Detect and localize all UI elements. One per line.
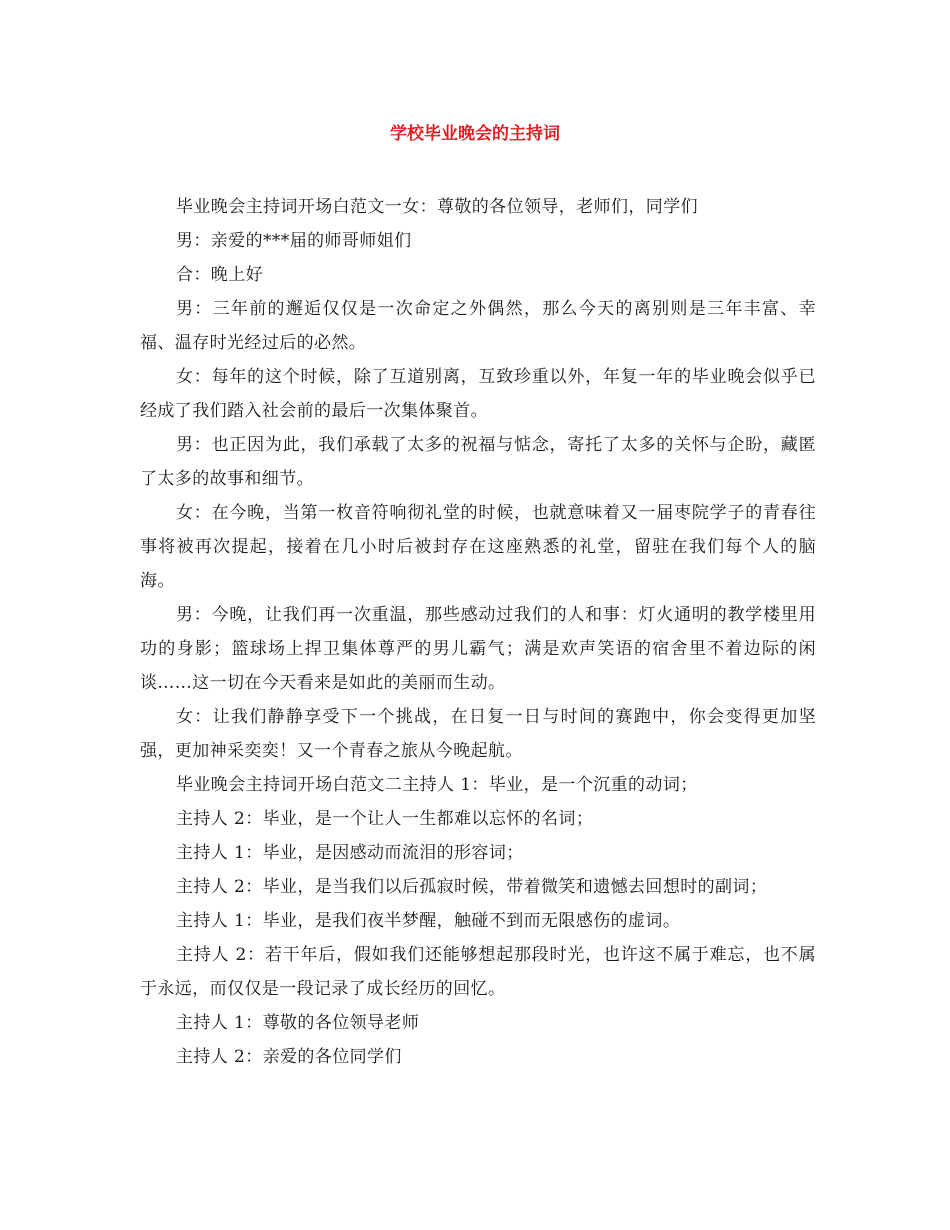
paragraph-15: 主持人 2：若干年后，假如我们还能够想起那段时光，也许这不属于难忘，也不属于永远，而仅仅是一段记录了成长经历的回忆。 (140, 945, 816, 999)
document-body (140, 190, 816, 1074)
paragraph-3: 合：晚上好 (176, 265, 263, 285)
paragraph-6: 男：也正因为此，我们承载了太多的祝福与惦念，寄托了太多的关怀与企盼，藏匿了太多的故事和细节。 (140, 435, 816, 489)
paragraph-1: 毕业晚会主持词开场白范文一女：尊敬的各位领导，老师们，同学们 (176, 197, 698, 217)
paragraph-16: 主持人 1：尊敬的各位领导老师 (176, 1013, 420, 1033)
document-title: 学校毕业晚会的主持词 (390, 124, 560, 144)
paragraph-12: 主持人 1：毕业，是因感动而流泪的形容词； (176, 843, 524, 863)
paragraph-4: 男：三年前的邂逅仅仅是一次命定之外偶然，那么今天的离别则是三年丰富、幸福、温存时光经过后的必然。 (140, 299, 816, 353)
paragraph-5: 女：每年的这个时候，除了互道别离，互致珍重以外，年复一年的毕业晚会似乎已经成了我们踏入社会前的最后一次集体聚首。 (140, 367, 816, 421)
paragraph-17: 主持人 2：亲爱的各位同学们 (176, 1047, 402, 1067)
paragraph-14: 主持人 1：毕业，是我们夜半梦醒，触碰不到而无限感伤的虚词。 (176, 911, 681, 931)
paragraph-8: 男：今晚，让我们再一次重温，那些感动过我们的人和事：灯火通明的教学楼里用功的身影；篮球场上捍卫集体尊严的男儿霸气；满是欢声笑语的宿舍里不着边际的闲谈……这一切在今天看来是如此的美丽而生动。 (140, 605, 816, 693)
paragraph-7: 女：在今晚，当第一枚音符响彻礼堂的时候，也就意味着又一届枣院学子的青春往事将被再次提起，接着在几小时后被封存在这座熟悉的礼堂，留驻在我们每个人的脑海。 (140, 503, 816, 591)
paragraph-11: 主持人 2：毕业，是一个让人一生都难以忘怀的名词； (176, 809, 594, 829)
paragraph-13: 主持人 2：毕业，是当我们以后孤寂时候，带着微笑和遗憾去回想时的副词； (176, 877, 768, 897)
paragraph-2: 男：亲爱的***届的师哥师姐们 (176, 231, 412, 251)
paragraph-9: 女：让我们静静享受下一个挑战，在日复一日与时间的赛跑中，你会变得更加坚强，更加神采奕奕！又一个青春之旅从今晚起航。 (140, 707, 816, 761)
paragraph-10: 毕业晚会主持词开场白范文二主持人 1：毕业，是一个沉重的动词； (176, 775, 698, 795)
